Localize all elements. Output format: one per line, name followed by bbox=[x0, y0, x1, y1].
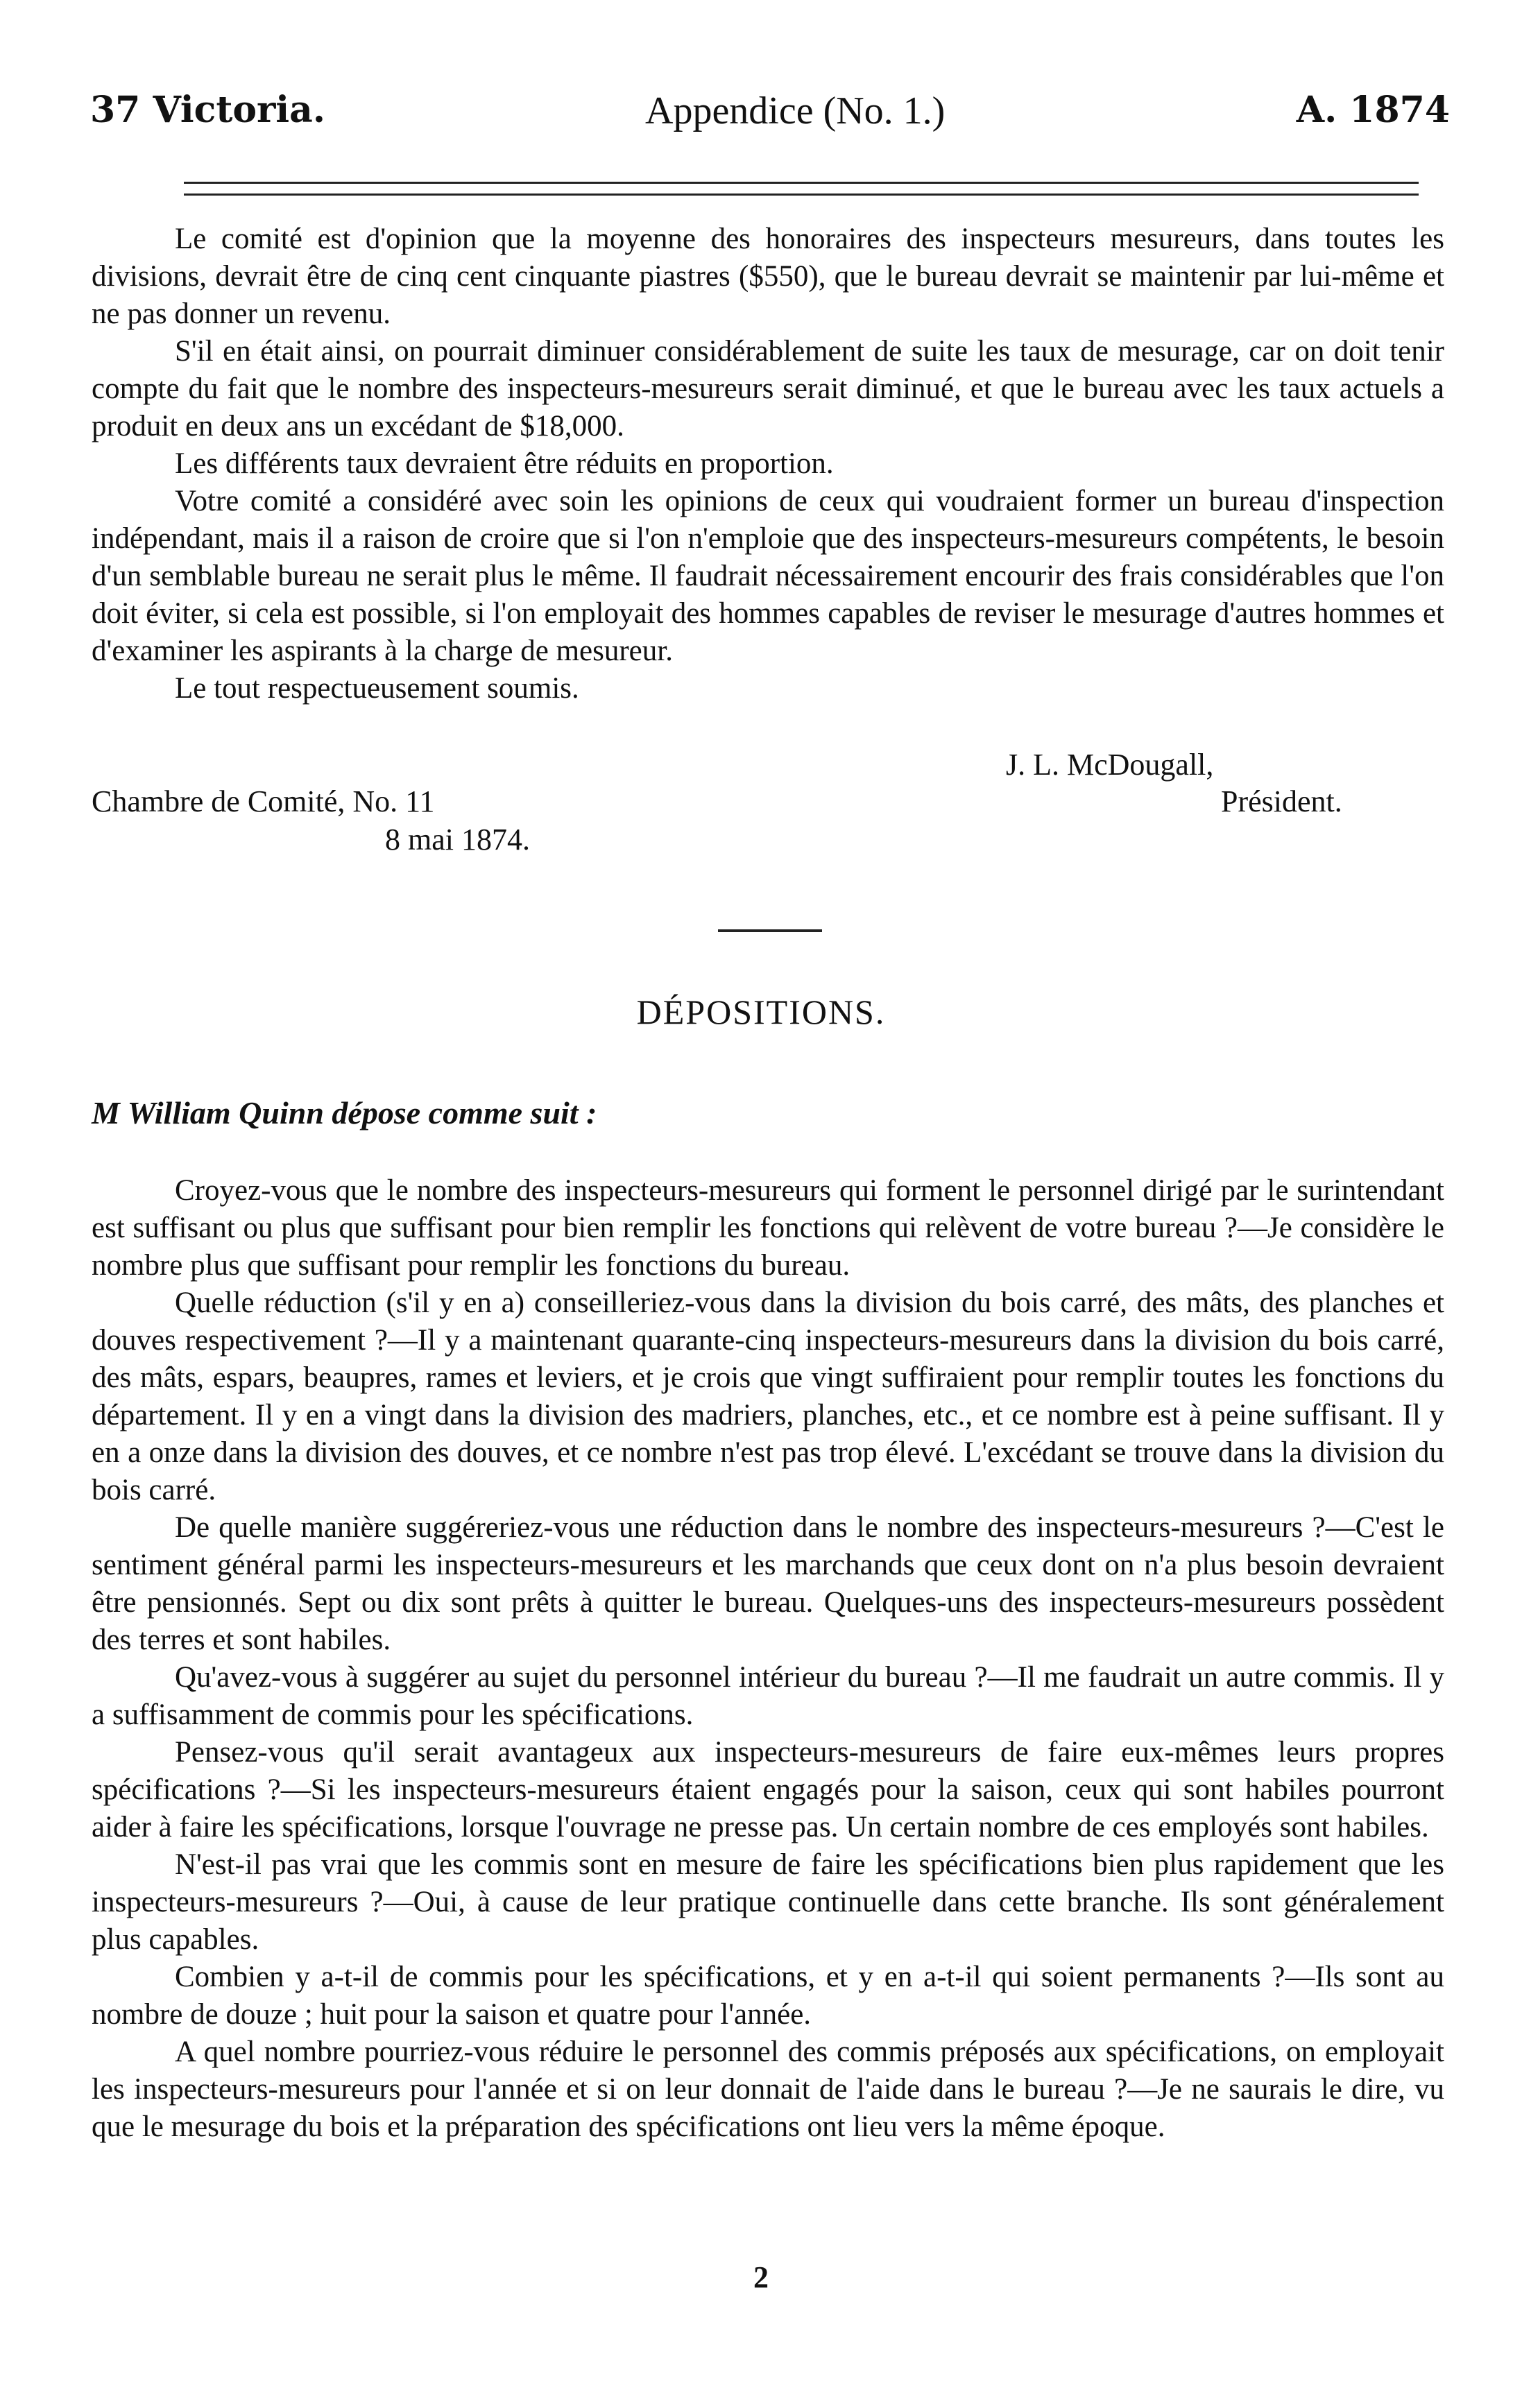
signature-title: Président. bbox=[1221, 784, 1342, 818]
report-paragraph: Le tout respectueusement soumis. bbox=[175, 672, 579, 705]
signature-date: 8 mai 1874. bbox=[385, 823, 530, 857]
deposition-paragraph: De quelle manière suggéreriez-vous une réduction dans le nombre des inspecteurs-mesureurs ?—C'est le sentiment général parmi les inspecteurs-mesureurs et les marchands que ceux dont on n'a plus besoin devraient être pensionnés. Sept ou dix sont prêts à quitter le bureau. Quelques-uns des inspecteurs-mesureurs possèdent des terres et sont habiles. bbox=[92, 1511, 1444, 1656]
deposition-body bbox=[92, 1172, 1444, 2146]
header-double-rule bbox=[184, 182, 1419, 196]
report-paragraph: S'il en était ainsi, on pourrait diminuer considérablement de suite les taux de mesurage, car on doit tenir compte du fait que le nombre des inspecteurs-mesureurs serait diminué, et que le bureau avec les taux actuels a produit en deux ans un excédant de $18,000. bbox=[92, 335, 1444, 442]
deposition-paragraph: N'est-il pas vrai que les commis sont en mesure de faire les spécifications bien plus rapidement que les inspecteurs-mesureurs ?—Oui, à cause de leur pratique continuelle dans cette branche. Ils sont généralement plus capables. bbox=[92, 1848, 1444, 1956]
signature-name: J. L. McDougall, bbox=[1006, 748, 1214, 782]
header-appendix: Appendice (No. 1.) bbox=[645, 89, 946, 132]
deposition-paragraph: Pensez-vous qu'il serait avantageux aux inspecteurs-mesureurs de faire eux-mêmes leurs propres spécifications ?—Si les inspecteurs-mesureurs étaient engagés pour la saison, ceux qui sont habiles pourront aider à faire les spécifications, lorsque l'ouvrage ne presse pas. Un certain nombre de ces employés sont habiles. bbox=[92, 1736, 1444, 1843]
report-paragraph: Le comité est d'opinion que la moyenne des honoraires des inspecteurs mesureurs, dans toutes les divisions, devrait être de cinq cent cinquante piastres ($550), que le bureau devrait se maintenir par lui-même et ne pas donner un revenu. bbox=[92, 223, 1444, 330]
deposition-paragraph: Combien y a-t-il de commis pour les spécifications, et y en a-t-il qui soient permanents ?—Ils sont au nombre de douze ; huit pour la saison et quatre pour l'année. bbox=[92, 1961, 1444, 2031]
deposition-paragraph: A quel nombre pourriez-vous réduire le personnel des commis préposés aux spécifications, on employait les inspecteurs-mesureurs pour l'année et si on leur donnait de l'aide dans le bureau ?—Je ne saurais le dire, vu que le mesurage du bois et la préparation des spécifications ont lieu vers la même époque. bbox=[92, 2036, 1444, 2143]
signature-place: Chambre de Comité, No. 11 bbox=[92, 784, 435, 818]
deposition-intro: M William Quinn dépose comme suit : bbox=[92, 1095, 597, 1130]
page-header bbox=[90, 89, 1450, 137]
header-year: A. 1874 bbox=[1296, 89, 1450, 131]
deposition-paragraph: Croyez-vous que le nombre des inspecteurs-mesureurs qui forment le personnel dirigé par le surintendant est suffisant ou plus que suffisant pour bien remplir les fonctions qui relèvent de votre bureau ?—Je considère le nombre plus que suffisant pour remplir les fonctions du bureau. bbox=[92, 1174, 1444, 1282]
deposition-paragraph: Qu'avez-vous à suggérer au sujet du personnel intérieur du bureau ?—Il me faudrait un autre commis. Il y a suffisamment de commis pour les spécifications. bbox=[92, 1661, 1444, 1731]
report-paragraph: Les différents taux devraient être réduits en proportion. bbox=[175, 447, 834, 480]
report-body bbox=[92, 221, 1444, 707]
deposition-paragraph: Quelle réduction (s'il y en a) conseilleriez-vous dans la division du bois carré, des mâts, des planches et douves respectivement ?—Il y a maintenant quarante-cinq inspecteurs-mesureurs dans la division du bois carré, des mâts, espars, beaupres, rames et leviers, et je crois que vingt suffiraient pour remplir toutes les fonctions du département. Il y en a vingt dans la division des madriers, planches, etc., et ce nombre est à peine suffisant. Il y en a onze dans la division des douves, et ce nombre n'est pas trop élevé. L'excédant se trouve dans la division du bois carré. bbox=[92, 1287, 1444, 1506]
page-number: 2 bbox=[753, 2260, 769, 2294]
section-divider bbox=[718, 929, 822, 932]
report-paragraph: Votre comité a considéré avec soin les opinions de ceux qui voudraient former un bureau d'inspection indépendant, mais il a raison de croire que si l'on n'emploie que des inspecteurs-mesureurs compétents, le besoin d'un semblable bureau ne serait plus le même. Il faudrait nécessairement encourir des frais considérables que l'on doit éviter, si cela est possible, si l'on employait des hommes capables de reviser le mesurage d'autres hommes et d'examiner les aspirants à la charge de mesureur. bbox=[92, 485, 1444, 667]
section-title: DÉPOSITIONS. bbox=[636, 992, 886, 1031]
header-session: 37 Victoria. bbox=[90, 89, 325, 131]
